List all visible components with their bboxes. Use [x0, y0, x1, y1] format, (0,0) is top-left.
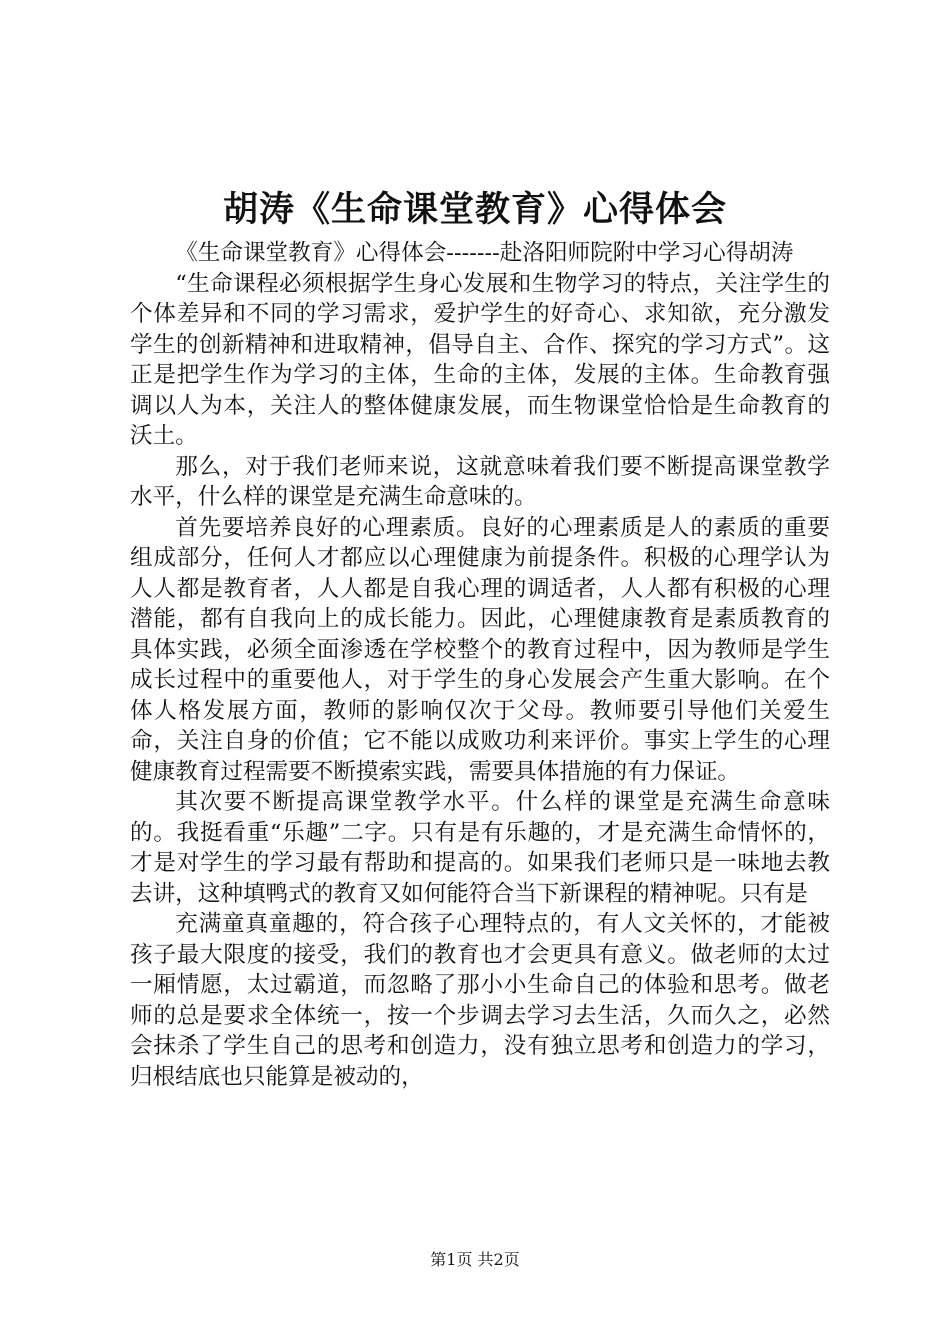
paragraph-1: 《生命课堂教育》心得体会-------赴洛阳师院附中学习心得胡涛 — [175, 240, 794, 266]
document-body — [130, 238, 830, 1092]
paragraph-2: “生命课程必须根据学生身心发展和生物学习的特点，关注学生的个体差异和不同的学习需求，爱护学生的好奇心、求知欲，充分激发学生的创新精神和进取精神，倡导自主、合作、探究的学习方式”。这正是把学生作为学习的主体，生命的主体，发展的主体。生命教育强调以人为本，关注人的整体健康发展，而生物课堂恰恰是生命教育的沃土。 — [130, 270, 830, 449]
paragraph-5: 其次要不断提高课堂教学水平。什么样的课堂是充满生命意味的。我挺看重“乐趣”二字。只有是有乐趣的，才是充满生命情怀的，才是对学生的学习最有帮助和提高的。如果我们老师只是一味地去教去讲，这种填鸭式的教育又如何能符合当下新课程的精神呢。只有是 — [130, 789, 830, 907]
paragraph-6: 充满童真童趣的，符合孩子心理特点的，有人文关怀的，才能被孩子最大限度的接受，我们的教育也才会更具有意义。做老师的太过一厢情愿，太过霸道，而忽略了那小小生命自己的体验和思考。做老师的总是要求全体统一，按一个步调去学习去生活，久而久之，必然会抹杀了学生自己的思考和创造力，没有独立思考和创造力的学习，归根结底也只能算是被动的， — [130, 911, 830, 1090]
paragraph-3: 那么，对于我们老师来说，这就意味着我们要不断提高课堂教学水平，什么样的课堂是充满生命意味的。 — [130, 453, 830, 510]
page-footer: 第1页 共2页 — [430, 1250, 520, 1269]
paragraph-4: 首先要培养良好的心理素质。良好的心理素质是人的素质的重要组成部分，任何人才都应以心理健康为前提条件。积极的心理学认为人人都是教育者，人人都是自我心理的调适者，人人都有积极的心理潜能，都有自我向上的成长能力。因此，心理健康教育是素质教育的具体实践，必须全面渗透在学校整个的教育过程中，因为教师是学生成长过程中的重要他人，对于学生的身心发展会产生重大影响。在个体人格发展方面，教师的影响仅次于父母。教师要引导他们关爱生命，关注自身的价值；它不能以成败功利来评价。事实上学生的心理健康教育过程需要不断摸索实践，需要具体措施的有力保证。 — [130, 514, 830, 785]
document-title: 胡涛《生命课堂教育》心得体会 — [222, 189, 727, 230]
